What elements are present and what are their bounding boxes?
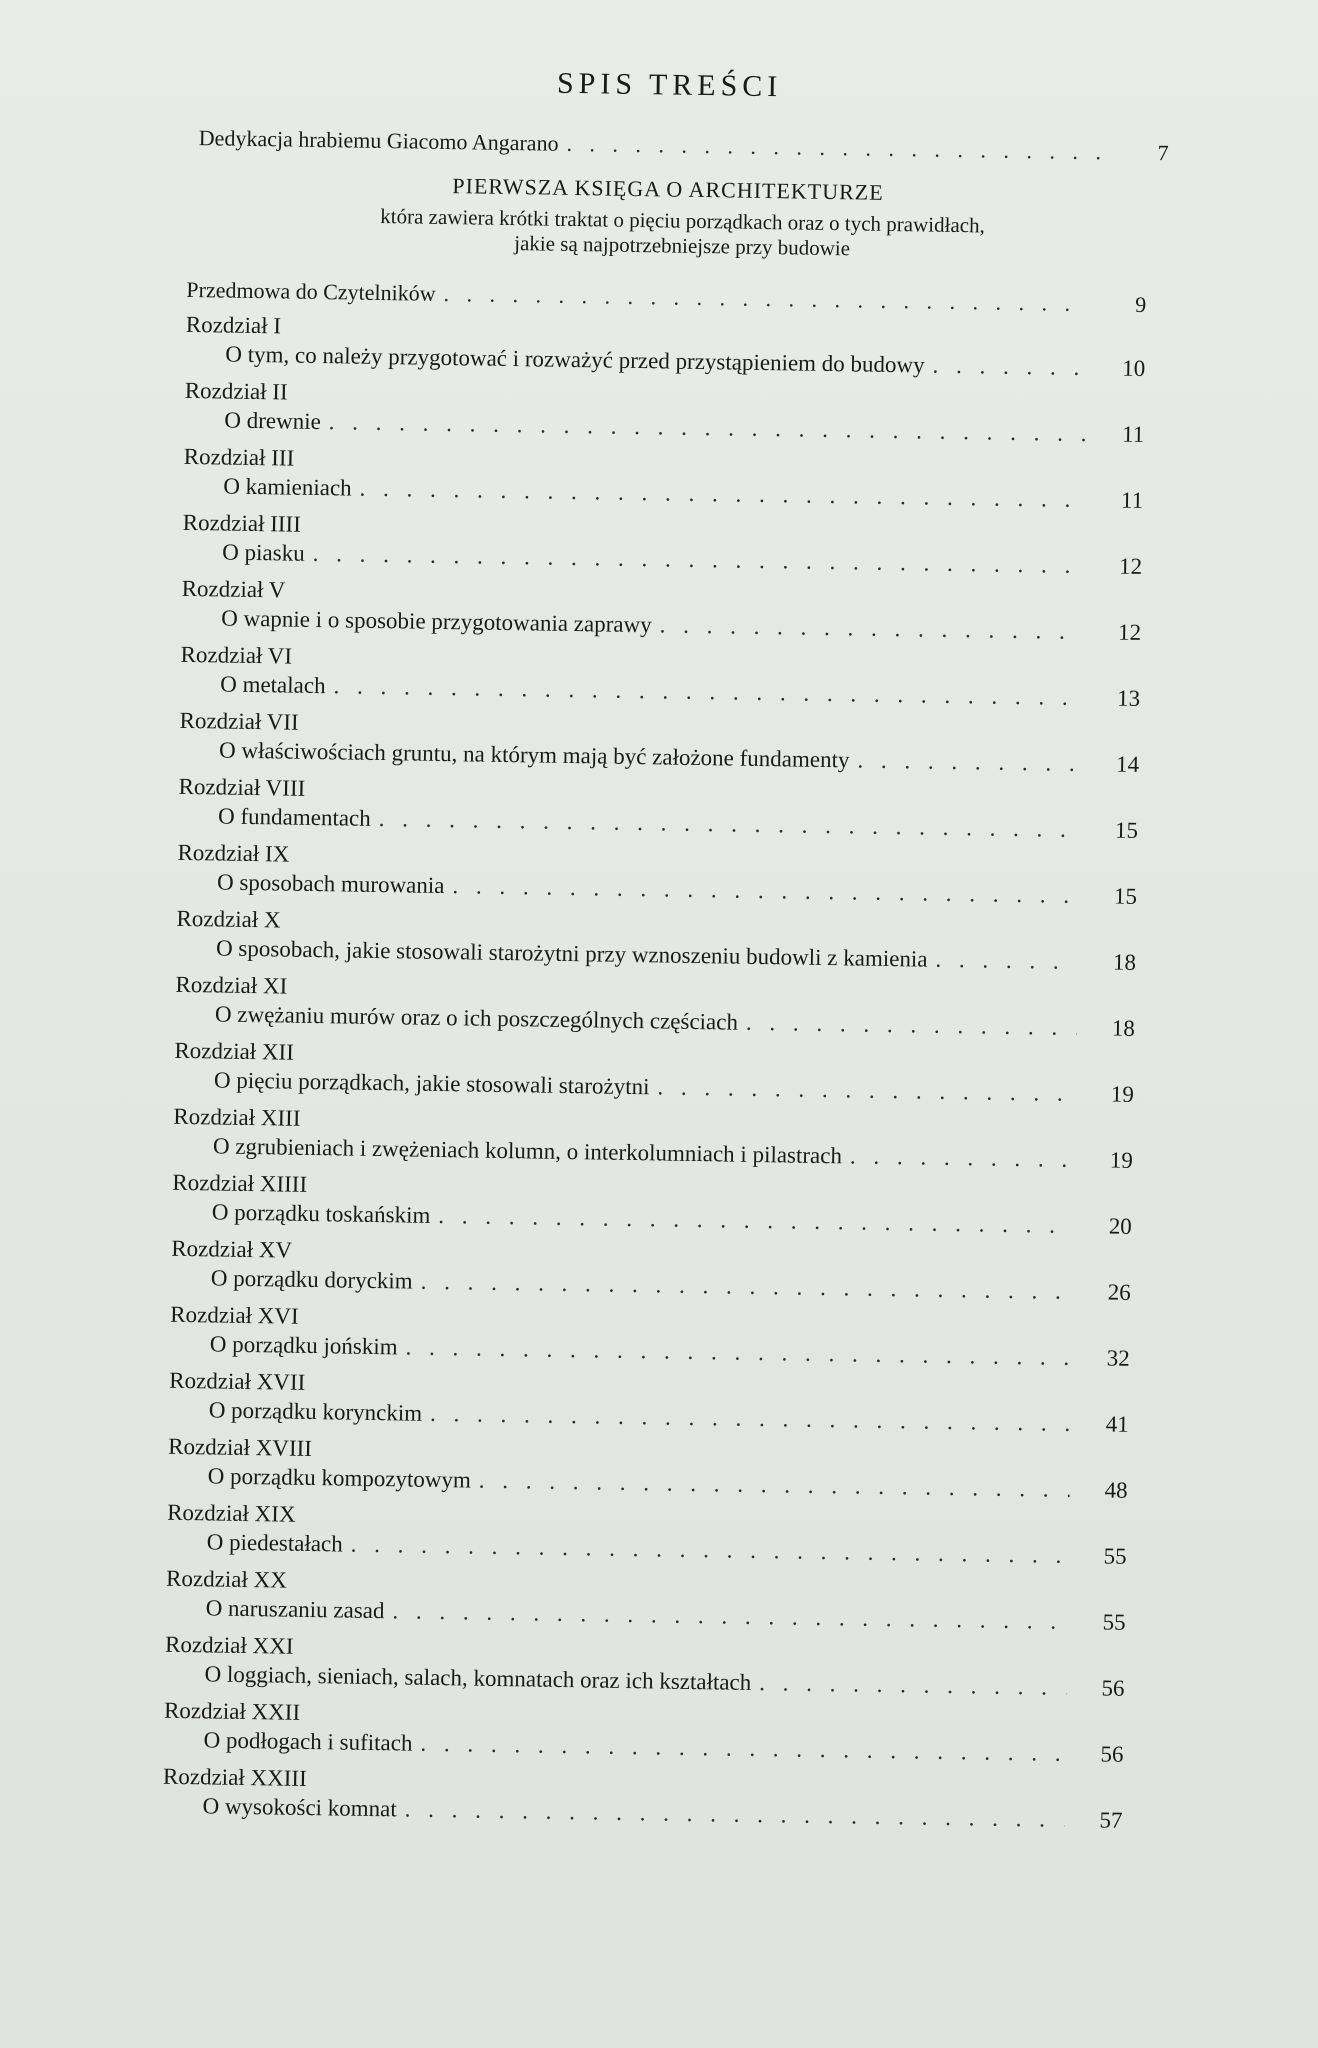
chapter-entry bbox=[175, 971, 1136, 1044]
chapter-title: O drewnie bbox=[224, 407, 321, 435]
chapter-title: O porządku jońskim bbox=[209, 1331, 398, 1360]
chapter-title: O naruszaniu zasad bbox=[205, 1595, 385, 1624]
chapter-label: Rozdział I bbox=[185, 312, 282, 339]
chapter-label: Rozdział III bbox=[183, 444, 295, 472]
chapter-title: O kamieniach bbox=[223, 473, 352, 501]
chapter-page: 48 bbox=[1104, 1477, 1128, 1504]
chapter-label: Rozdział VI bbox=[180, 642, 293, 669]
chapter-label: Rozdział IIII bbox=[182, 510, 302, 538]
chapter-label: Rozdział XVIII bbox=[168, 1434, 313, 1462]
chapter-title: O tym, co należy przygotować i rozważyć przed przystąpieniem do budowy bbox=[225, 341, 925, 378]
dot-leader bbox=[932, 351, 1087, 383]
chapter-entry bbox=[184, 377, 1145, 450]
chapter-page: 13 bbox=[1116, 685, 1141, 712]
chapter-title: O porządku doryckim bbox=[210, 1265, 413, 1294]
toc-entries bbox=[162, 277, 1146, 1836]
chapter-page: 55 bbox=[1102, 1609, 1126, 1636]
book-title: PIERWSZA KSIĘGA O ARCHITEKTURZE bbox=[452, 173, 884, 205]
chapter-label: Rozdział XVII bbox=[169, 1368, 306, 1396]
chapter-label: Rozdział XIIII bbox=[172, 1170, 308, 1198]
chapter-title: O wysokości komnat bbox=[202, 1793, 397, 1822]
book-subtitle-line: która zawiera krótki traktat o pięciu porządkach oraz o tych prawidłach, bbox=[380, 203, 986, 238]
chapter-entry bbox=[174, 1037, 1135, 1110]
chapter-page: 56 bbox=[1100, 1741, 1124, 1768]
chapter-label: Rozdział XXIII bbox=[162, 1764, 307, 1792]
chapter-page: 55 bbox=[1103, 1543, 1127, 1570]
chapter-page: 26 bbox=[1107, 1279, 1131, 1306]
chapter-entry bbox=[178, 773, 1139, 846]
chapter-entry bbox=[165, 1565, 1126, 1638]
chapter-page: 56 bbox=[1101, 1675, 1125, 1702]
chapter-label: Rozdział XXI bbox=[164, 1632, 294, 1660]
chapter-entry bbox=[169, 1367, 1130, 1440]
chapter-title: O właściwościach gruntu, na którym mają być założone fundamenty bbox=[218, 737, 850, 773]
chapter-entry bbox=[176, 905, 1137, 978]
chapter-entry bbox=[163, 1697, 1124, 1770]
chapter-title: O podłogach i sufitach bbox=[203, 1727, 413, 1757]
chapter-entry bbox=[170, 1301, 1131, 1374]
dot-leader bbox=[759, 1668, 1067, 1703]
chapter-title: O piedestałach bbox=[206, 1529, 343, 1557]
chapter-title: O zgrubieniach i zwężeniach kolumn, o interkolumniach i pilastrach bbox=[212, 1133, 843, 1169]
chapter-entry bbox=[180, 641, 1141, 714]
chapter-page: 20 bbox=[1108, 1213, 1132, 1240]
chapter-title: O zwężaniu murów oraz o ich poszczególnych częściach bbox=[214, 1001, 739, 1036]
dedication-entry bbox=[199, 125, 1169, 166]
table-of-contents bbox=[102, 60, 1170, 1844]
dot-leader bbox=[850, 1142, 1075, 1176]
page-title: SPIS TREŚCI bbox=[556, 66, 783, 104]
chapter-page: 12 bbox=[1118, 553, 1143, 580]
chapter-title: O sposobach murowania bbox=[216, 869, 445, 899]
chapter-entry bbox=[182, 509, 1143, 582]
chapter-page: 10 bbox=[1122, 356, 1146, 382]
chapter-label: Rozdział XIII bbox=[173, 1104, 301, 1132]
dot-leader bbox=[443, 281, 1088, 317]
chapter-page: 14 bbox=[1115, 751, 1140, 778]
chapter-entry bbox=[168, 1433, 1129, 1506]
chapter-title: O pięciu porządkach, jakie stosowali starożytni bbox=[213, 1067, 650, 1100]
chapter-page: 32 bbox=[1106, 1345, 1130, 1372]
chapter-entry bbox=[172, 1169, 1133, 1242]
chapter-page: 15 bbox=[1114, 817, 1139, 844]
chapter-label: Rozdział XI bbox=[175, 972, 288, 999]
chapter-page: 19 bbox=[1109, 1147, 1134, 1174]
chapter-label: Rozdział XII bbox=[174, 1038, 295, 1066]
dot-leader bbox=[657, 1073, 1076, 1110]
chapter-page: 18 bbox=[1112, 949, 1137, 976]
dot-leader bbox=[935, 945, 1078, 977]
intro-page: 9 bbox=[1135, 292, 1147, 318]
chapter-title: O fundamentach bbox=[217, 803, 371, 832]
intro-text: Przedmowa do Czytelników bbox=[186, 277, 436, 307]
chapter-page: 19 bbox=[1110, 1081, 1135, 1108]
chapter-title: O piasku bbox=[222, 539, 305, 567]
chapter-label: Rozdział XXII bbox=[163, 1698, 301, 1726]
chapter-entry bbox=[181, 575, 1142, 648]
chapter-title: O metalach bbox=[220, 671, 326, 699]
chapter-entry bbox=[179, 707, 1140, 780]
dot-leader bbox=[659, 611, 1083, 648]
chapter-entry bbox=[164, 1631, 1125, 1704]
chapter-label: Rozdział VIII bbox=[178, 774, 306, 802]
chapter-title: O loggiach, sieniach, salach, komnatach oraz ich kształtach bbox=[204, 1661, 752, 1696]
chapter-label: Rozdział IX bbox=[177, 840, 290, 867]
chapter-title: O porządku kompozytowym bbox=[207, 1463, 472, 1493]
chapter-title: O wapnie i o sposobie przygotowania zaprawy bbox=[221, 605, 652, 638]
chapter-page: 18 bbox=[1111, 1015, 1136, 1042]
chapter-label: Rozdział XX bbox=[165, 1566, 288, 1594]
chapter-page: 57 bbox=[1099, 1807, 1123, 1834]
chapter-label: Rozdział XV bbox=[171, 1236, 293, 1264]
chapter-label: Rozdział V bbox=[181, 576, 286, 603]
dot-leader bbox=[746, 1008, 1077, 1043]
chapter-title: O porządku korynckim bbox=[208, 1397, 423, 1427]
dedication-text: Dedykacja hrabiemu Giacomo Angarano bbox=[198, 125, 559, 156]
chapter-page: 11 bbox=[1120, 487, 1144, 514]
chapter-entry bbox=[171, 1235, 1132, 1308]
chapter-entry bbox=[166, 1499, 1127, 1572]
dot-leader bbox=[857, 746, 1081, 780]
dedication-page: 7 bbox=[1157, 140, 1169, 166]
chapter-page: 41 bbox=[1105, 1411, 1129, 1438]
chapter-label: Rozdział II bbox=[184, 378, 288, 405]
chapter-entry bbox=[162, 1763, 1123, 1836]
chapter-page: 11 bbox=[1121, 422, 1145, 448]
book-subtitle bbox=[127, 200, 1168, 267]
chapter-label: Rozdział XIX bbox=[166, 1500, 296, 1528]
chapter-title: O sposobach, jakie stosowali starożytni przy wznoszeniu budowli z kamienia bbox=[215, 935, 928, 973]
chapter-label: Rozdział X bbox=[176, 906, 281, 933]
chapter-title: O porządku toskańskim bbox=[211, 1199, 431, 1229]
chapter-page: 12 bbox=[1117, 619, 1142, 646]
chapter-entry bbox=[173, 1103, 1134, 1176]
chapter-entry bbox=[177, 839, 1138, 912]
chapter-page: 15 bbox=[1113, 883, 1138, 910]
dot-leader bbox=[566, 131, 1111, 166]
book-subtitle-line: jakie są najpotrzebniejsze przy budowie bbox=[514, 231, 851, 261]
chapter-entry bbox=[183, 443, 1144, 516]
chapter-label: Rozdział XVI bbox=[170, 1302, 299, 1330]
chapter-label: Rozdział VII bbox=[179, 708, 299, 736]
